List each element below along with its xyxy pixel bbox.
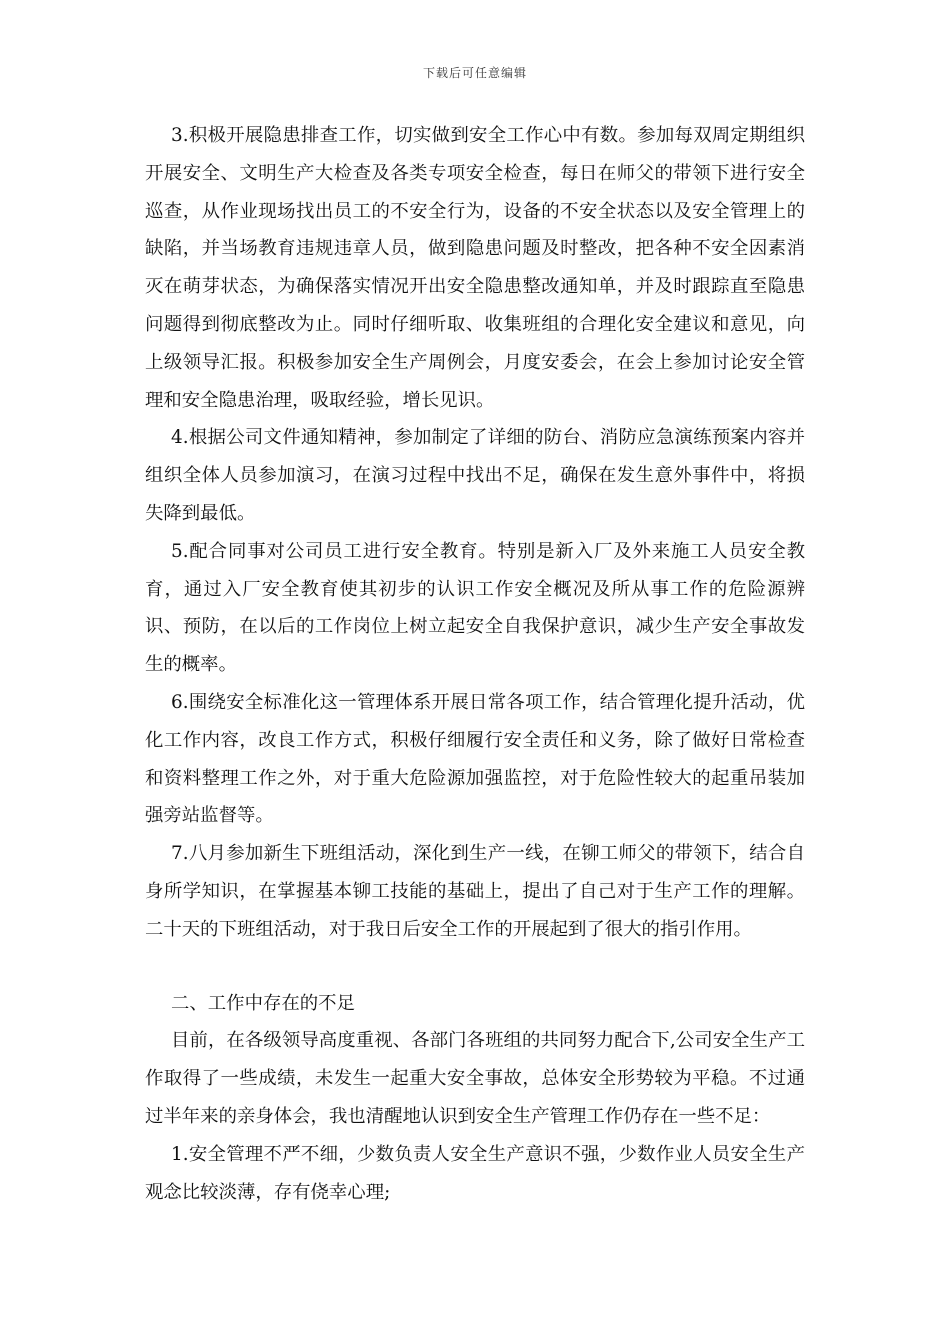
page-header: 下载后可任意编辑 [422,66,527,80]
section-intro-paragraph: 目前，在各级领导高度重视、各部门各班组的共同努力配合下,公司安全生产工作取得了一些成绩，未发生一起重大安全事故，总体安全形势较为平稳。不过通过半年来的亲身体会，我也清醒地认识到安全生产管理工作仍存在一些不足： [145,1030,805,1127]
shortcoming-item-1: 1.安全管理不严不细，少数负责人安全生产意识不强，少数作业人员安全生产观念比较淡薄，存有侥幸心理; [145,1143,805,1203]
paragraph-item-5: 5.配合同事对公司员工进行安全教育。特别是新入厂及外来施工人员安全教育，通过入厂安全教育使其初步的认识工作安全概况及所从事工作的危险源辨识、预防，在以后的工作岗位上树立起安全自我保护意识，减少生产安全事故发生的概率。 [145,540,805,676]
paragraph-item-7: 7.八月参加新生下班组活动，深化到生产一线，在铆工师父的带领下，结合自身所学知识，在掌握基本铆工技能的基础上，提出了自己对于生产工作的理解。二十天的下班组活动，对于我日后安全工作的开展起到了很大的指引作用。 [145,843,805,940]
document-body [145,117,805,1211]
section-heading: 二、工作中存在的不足 [171,992,355,1014]
paragraph-item-4: 4.根据公司文件通知精神，参加制定了详细的防台、消防应急演练预案内容并组织全体人员参加演习，在演习过程中找出不足，确保在发生意外事件中，将损失降到最低。 [145,427,805,524]
paragraph-item-3: 3.积极开展隐患排查工作，切实做到安全工作心中有数。参加每双周定期组织开展安全、文明生产大检查及各类专项安全检查，每日在师父的带领下进行安全巡查，从作业现场找出员工的不安全行为，设备的不安全状态以及安全管理上的缺陷，并当场教育违规违章人员，做到隐患问题及时整改，把各种不安全因素消灭在萌芽状态，为确保落实情况开出安全隐患整改通知单，并及时跟踪直至隐患问题得到彻底整改为止。同时仔细听取、收集班组的合理化安全建议和意见，向上级领导汇报。积极参加安全生产周例会，月度安委会，在会上参加讨论安全管理和安全隐患治理，吸取经验，增长见识。 [145,125,805,411]
paragraph-item-6: 6.围绕安全标准化这一管理体系开展日常各项工作，结合管理化提升活动，优化工作内容，改良工作方式，积极仔细履行安全责任和义务，除了做好日常检查和资料整理工作之外，对于重大危险源加强监控，对于危险性较大的起重吊装加强旁站监督等。 [145,691,805,827]
